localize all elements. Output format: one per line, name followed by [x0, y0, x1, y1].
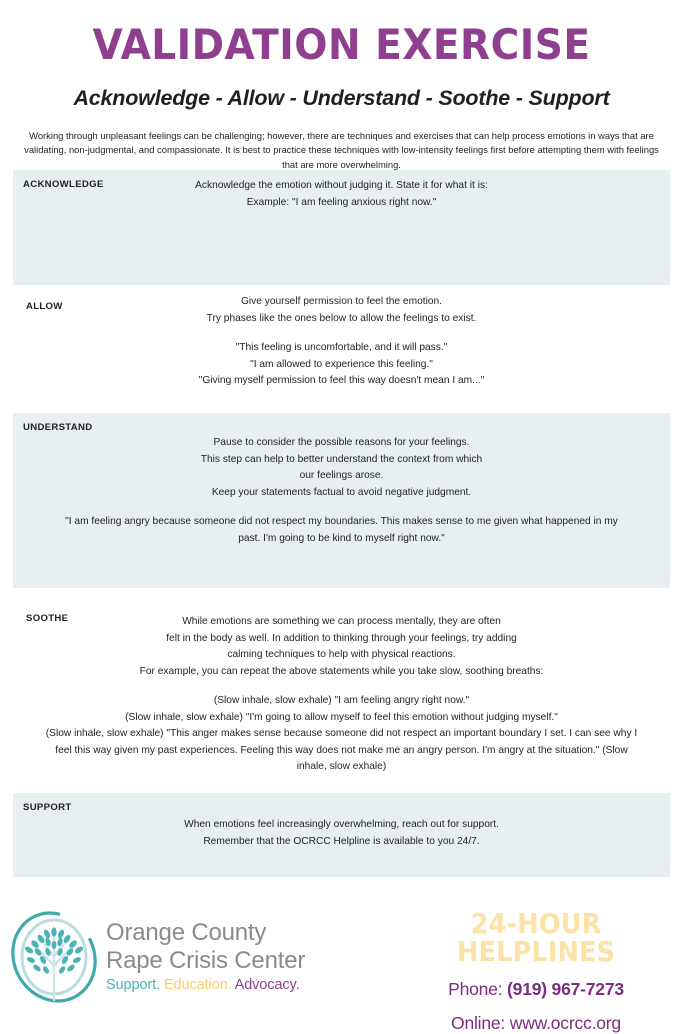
tagline-advocacy: Advocacy.: [234, 977, 300, 994]
allow-line-5: "Giving myself permission to feel this way doesn't mean I am...": [198, 375, 485, 387]
understand-line-3: our feelings arose.: [299, 470, 384, 482]
understand-line-1: Pause to consider the possible reasons for your feelings.: [213, 437, 470, 448]
tree-in-circle-logo-icon: [8, 908, 100, 1006]
soothe-breath-2: (Slow inhale, slow exhale) "I'm going to allow myself to feel this emotion without judging myself.": [125, 711, 558, 723]
online-value[interactable]: www.ocrcc.org: [509, 1013, 621, 1033]
soothe-line-4: For example, you can repeat the above statements while you take slow, soothing breaths:: [139, 665, 544, 677]
support-line-1: When emotions feel increasingly overwhelming, reach out for support.: [184, 819, 499, 830]
footer: [0, 900, 683, 1033]
understand-quote: "I am feeling angry because someone did not respect my boundaries. This makes sense to me given what happened in my past. I'm going to be kind to myself right now.": [65, 516, 618, 544]
helpline-title: 24-HOUR HELPLINES: [456, 907, 616, 968]
intro-paragraph: Working through unpleasant feelings can be challenging; however, there are techniques and exercises that can help process emotions in ways that are validating, non-judgmental, and compassionate. It is best to practice these techniques with low-intensity feelings first before attempting them with feelings that are more overwhelming.: [24, 130, 659, 170]
section-label-soothe: SOOTHE: [26, 613, 69, 624]
support-line-2: Remember that the OCRCC Helpline is available to you 24/7.: [203, 835, 480, 847]
soothe-line-2: felt in the body as well. In addition to thinking through your feelings, try adding: [166, 632, 517, 644]
tagline-education: Education.: [163, 977, 232, 994]
section-soothe: [13, 604, 670, 784]
soothe-line-3: calming techniques to help with physical reactions.: [227, 649, 456, 661]
allow-line-1: Give yourself permission to feel the emotion.: [240, 296, 442, 307]
allow-line-2: Try phases like the ones below to allow the feelings to exist.: [206, 312, 477, 324]
organization-logo: [8, 908, 305, 1006]
section-label-acknowledge: ACKNOWLEDGE: [23, 179, 104, 190]
section-support: [13, 793, 670, 877]
tagline-support: Support.: [106, 977, 161, 994]
section-allow: [13, 292, 670, 407]
section-label-support: SUPPORT: [23, 802, 72, 813]
helpline-phone-row: [396, 979, 676, 1000]
soothe-line-1: While emotions are something we can process mentally, they are often: [182, 616, 501, 627]
soothe-spacer: [37, 680, 646, 693]
understand-line-4: Keep your statements factual to avoid negative judgment.: [211, 486, 472, 498]
soothe-breath-3: (Slow inhale, slow exhale) "This anger makes sense because someone did not respect an important boundary I set. I can see why I feel this way given my past experiences. Feeling this way does not make me an angry person. I'm angry at the situation." (Slow inhale, slow exhale): [45, 728, 638, 773]
acknowledge-line-1: Acknowledge the emotion without judging it. State it for what it is:: [195, 180, 488, 191]
allow-line-3: "This feeling is uncomfortable, and it will pass.": [235, 342, 448, 354]
section-label-understand: UNDERSTAND: [23, 422, 93, 433]
page-subtitle: Acknowledge - Allow - Understand - Soothe - Support: [73, 86, 610, 110]
helpline-block: [396, 907, 676, 1034]
allow-spacer: [37, 327, 646, 340]
soothe-breath-1: (Slow inhale, slow exhale) "I am feeling angry right now.": [213, 695, 470, 707]
organization-name: [106, 919, 305, 996]
understand-line-2: This step can help to better understand the context from which: [200, 453, 483, 465]
allow-line-4: "I am allowed to experience this feeling.": [250, 358, 433, 370]
phone-label: Phone:: [448, 979, 503, 999]
org-tagline: [106, 976, 305, 995]
section-label-allow: ALLOW: [26, 301, 63, 312]
understand-spacer: [37, 501, 646, 514]
phone-value[interactable]: (919) 967-7273: [507, 979, 624, 999]
org-line-2: Rape Crisis Center: [106, 946, 306, 974]
acknowledge-line-2: Example: "I am feeling anxious right now.": [246, 196, 437, 208]
page-title: VALIDATION EXERCISE: [92, 20, 591, 69]
section-understand: [13, 413, 670, 588]
online-label: Online:: [451, 1013, 506, 1033]
org-line-1: Orange County: [106, 918, 267, 946]
section-acknowledge: [13, 170, 670, 285]
